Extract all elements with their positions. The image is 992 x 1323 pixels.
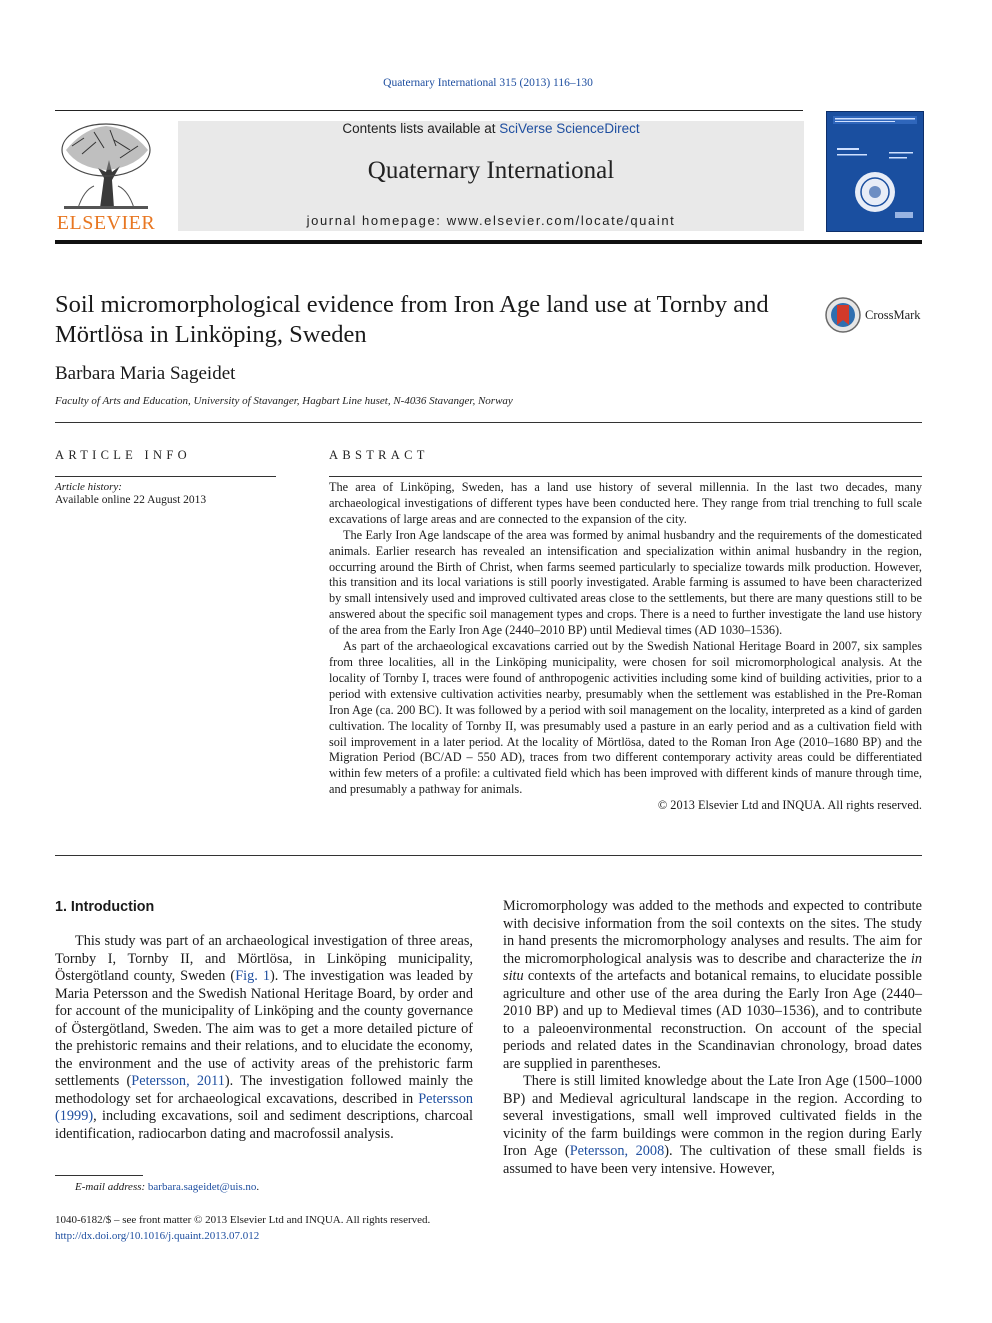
abstract-copyright: © 2013 Elsevier Ltd and INQUA. All rights reserved.: [657, 798, 922, 813]
author-affiliation: Faculty of Arts and Education, University of Stavanger, Hagbart Line huset, N-4036 Stavanger, Norway: [55, 395, 513, 407]
front-matter: [55, 1212, 430, 1244]
italic-term: in situ: [503, 950, 922, 984]
footnote-email: [75, 1181, 259, 1193]
body-paragraph: [503, 898, 922, 1073]
journal-citation[interactable]: Quaternary International 315 (2013) 116–130: [383, 77, 593, 89]
abstract-paragraph: The Early Iron Age landscape of the area was formed by animal husbandry and the requirements of the domesticated animals. Earlier research has revealed an intensification and specialization within animal husbandry in the region, occurring around the Birth of Christ, when farms seemed particularly to specialize towards milk production. However, this transition and its local variations is still poorly investigated. Arable farming is assumed to have been characterized by small intensively used and improved cultivated areas close to the settlements, but there are many questions still to be answered about the specific soil management types and crops. There is a need to further investigate the land use history of the area from the Early Iron Age (2440–2010 BP) until Medieval times (AD 1030–1536).: [329, 527, 922, 638]
contents-line: [178, 121, 804, 136]
header-rule: [55, 110, 803, 111]
text-run: ). The investigation was leaded by Maria Petersson and the Swedish National Heritage Board, by order and for account of the municipality of Linköping and the county governance of Östergötland, Sweden. The aim was to get a more detailed picture of the prehistoric remains and their relations, and to elucidate the economy, the environment and the use of activity areas of the prehistoric farm settlements (: [55, 968, 473, 1089]
reference-link[interactable]: Petersson, 2008: [569, 1143, 665, 1159]
issn-line: 1040-6182/$ – see front matter © 2013 Elsevier Ltd and INQUA. All rights reserved.: [55, 1214, 431, 1226]
elsevier-wordmark: ELSEVIER: [56, 212, 156, 234]
title-rule: [55, 422, 922, 423]
abstract-end-rule: [55, 855, 922, 856]
abstract-paragraph: The area of Linköping, Sweden, has a land use history of several millennia. In the last two decades, many archaeological investigations of different types have been conducted here. They range from trial trenching to full scale excavations of large areas and are connected to the expansion of the city.: [329, 480, 922, 526]
email-label: E-mail address:: [75, 1181, 148, 1193]
journal-title: Quaternary International: [367, 157, 615, 184]
text-run: Micromorphology was added to the methods and expected to contribute with decisive information from the soil contexts on the sites. The study in hand presents the micromorphology analyses and results. The aim for the micromorphological analysis was to describe and characterize the: [503, 898, 922, 967]
text-run: ). The cultivation of these small fields is assumed to have been very intensive. However,: [503, 1143, 923, 1177]
footnote-rule: [55, 1175, 143, 1176]
contents-prefix: Contents lists available at: [342, 121, 500, 136]
abstract-body: [329, 480, 922, 814]
text-run: , including excavations, soil and sediment descriptions, charcoal identification, radiocarbon dating and macrofossil analysis.: [55, 1108, 473, 1142]
crossmark-label: CrossMark: [865, 308, 921, 322]
header-thick-rule: [55, 240, 922, 244]
article-history-value: Available online 22 August 2013: [55, 494, 207, 506]
crossmark-badge[interactable]: [824, 296, 924, 336]
text-run: There is still limited knowledge about the Late Iron Age (1500–1000 BP) and Medieval agricultural landscape in the region. According to several investigations, small well improved cultivated fields in the vicinity of the farm buildings were common in the region during Early Iron Age (: [503, 1073, 922, 1159]
text-run: ). The investigation followed mainly the methodology set for archaeological excavations, described in: [55, 1073, 473, 1107]
article-info-heading: ARTICLE INFO: [55, 448, 191, 462]
abstract-paragraph: As part of the archaeological excavations carried out by the Swedish National Heritage Board in 2007, six samples from three localities, all in the Linköping municipality, were chosen for soil micromorphological analysis. At the locality of Tornby I, traces were found of anthropogenic activities including some kind of building activities, prior to a period with extensive cultivation activities nearby, presumably when the settlement was established in the Pre-Roman Iron Age (ca. 200 BC). It was followed by a period with soil management on the locality, interpreted as a kind of garden cultivation. The locality of Tornby II, was presumably used a pasture in an early period and as a cultivation field with soil improvement in a later period. At the locality of Mörtlösa, dated to the Roman Iron Age (2010–1680 BP) and the Migration Period (BC/AD – 550 AD), traces from two different contemporary activity areas could be differentiated within few meters of a profile: a cultivated field which has been improved with different kinds of manure through time, and presumably a pathway for animals.: [329, 639, 922, 797]
doi-link[interactable]: http://dx.doi.org/10.1016/j.quaint.2013.07.012: [55, 1230, 260, 1242]
body-paragraph: [503, 1073, 922, 1178]
figure-link[interactable]: Fig. 1: [235, 968, 270, 984]
section-heading-introduction: 1. Introduction: [55, 899, 155, 915]
journal-cover-thumbnail-icon: [826, 111, 924, 232]
journal-homepage[interactable]: journal homepage: www.elsevier.com/locate/quaint: [306, 213, 676, 228]
abstract-rule: [329, 476, 922, 477]
body-paragraph: [55, 933, 473, 1143]
author-name: Barbara Maria Sageidet: [55, 363, 236, 384]
article-title: Soil micromorphological evidence from Iron Age land use at Tornby and Mörtlösa in Linköping, Sweden: [55, 291, 769, 348]
reference-link[interactable]: Petersson (1999): [55, 1090, 473, 1124]
article-info-rule: [55, 476, 276, 477]
footnote-end: .: [256, 1181, 260, 1193]
article-history-label: Article history:: [55, 481, 122, 493]
email-link[interactable]: barbara.sageidet@uis.no: [147, 1181, 257, 1193]
abstract-heading: ABSTRACT: [329, 448, 429, 462]
sciencedirect-link[interactable]: SciVerse ScienceDirect: [499, 121, 640, 136]
body-column-left: [55, 933, 473, 1143]
body-column-right: [503, 898, 922, 1178]
crossmark-icon: [824, 296, 862, 334]
reference-link[interactable]: Petersson, 2011: [131, 1073, 225, 1089]
text-run: contexts of the artefacts and botanical remains, to elucidate possible agriculture and other use of the area during the Early Iron Age (2440–2010 BP) and up to Medieval times (AD 1030–1536), and to contribute to a paleoenvironmental reconstruction. On account of the special periods and related dates in the Scandinavian chronology, broad dates are supplied in parentheses.: [503, 968, 922, 1072]
text-run: This study was part of an archaeological investigation of three areas, Tornby I, Tornby II, and Mörtlösa, in Linköping municipality, Östergötland county, Sweden (: [55, 933, 473, 984]
